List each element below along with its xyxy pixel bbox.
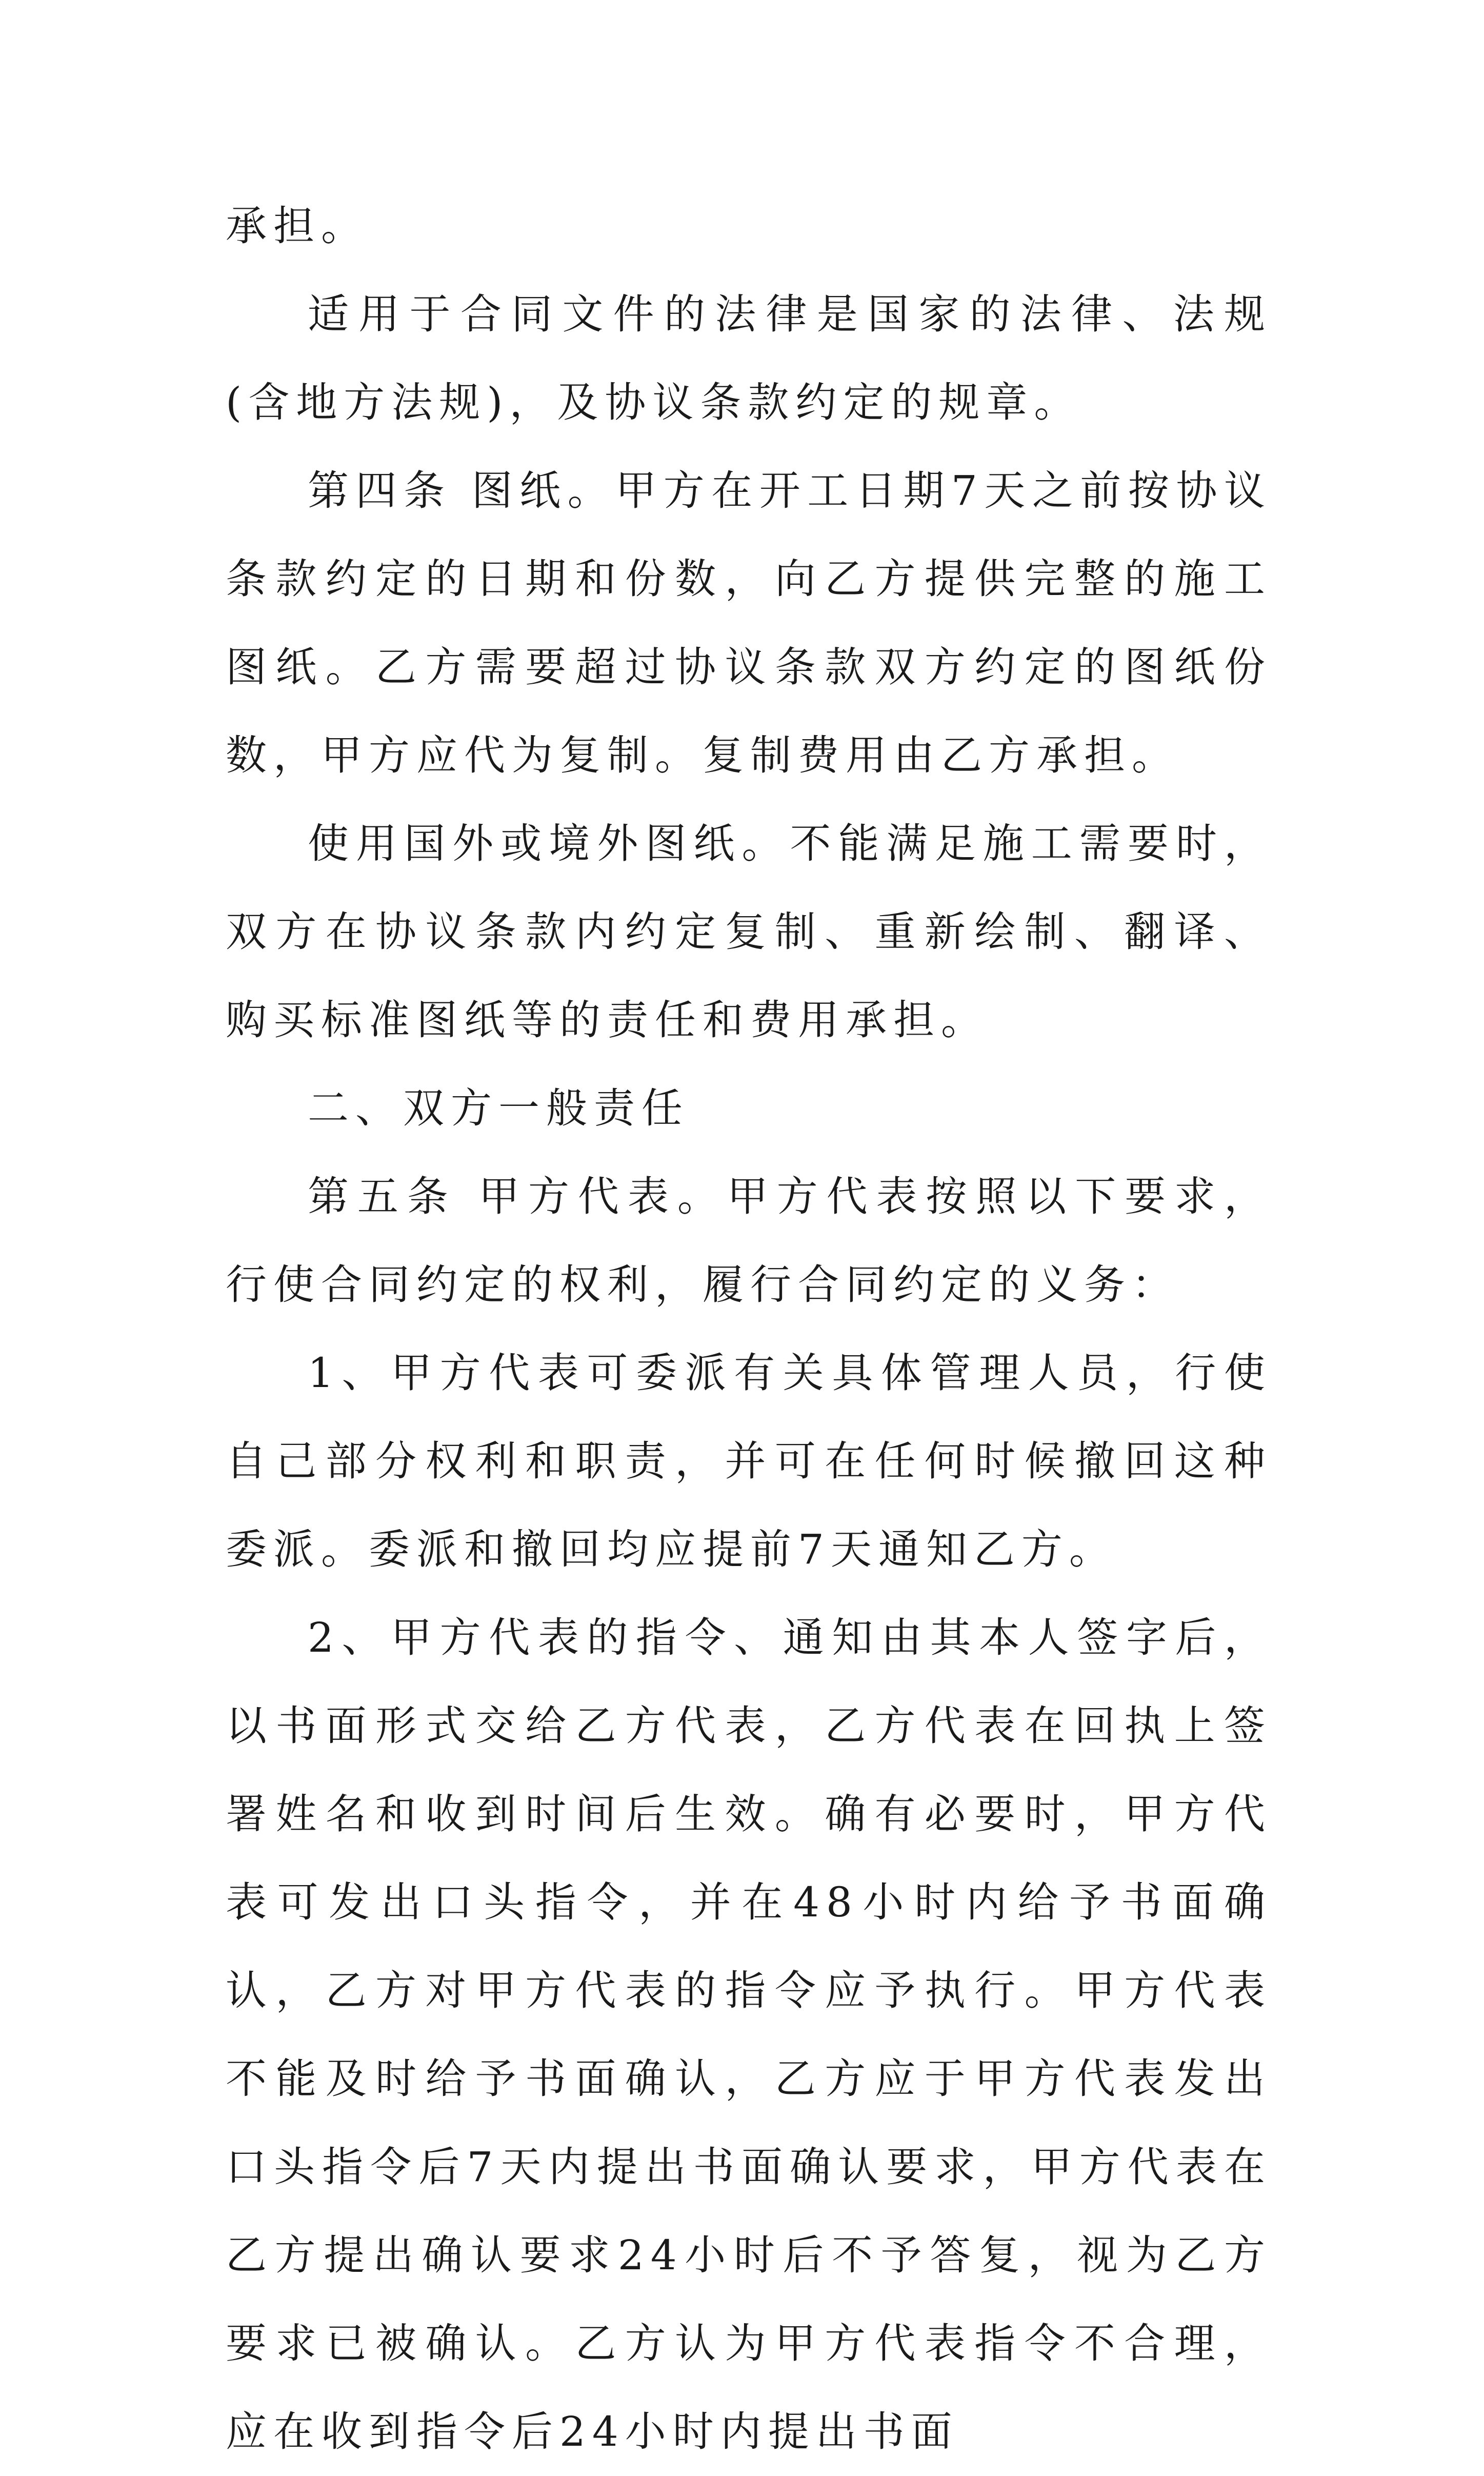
paragraph-item-2: 2、甲方代表的指令、通知由其本人签字后，以书面形式交给乙方代表，乙方代表在回执上签署姓名和收到时间后生效。确有必要时，甲方代表可发出口头指令，并在48小时内给予书面确认，乙方对甲方代表的指令应予执行。甲方代表不能及时给予书面确认，乙方应于甲方代表发出口头指令后7天内提出书面确认要求，甲方代表在乙方提出确认要求24小时后不予答复，视为乙方要求已被确认。乙方认为甲方代表指令不合理，应在收到指令后24小时内提出书面 <box>226 1614 1272 2455</box>
paragraph-continuation: 承担。 <box>226 202 369 250</box>
paragraph-applicable-law: 适用于合同文件的法律是国家的法律、法规(含地方法规)，及协议条款约定的规章。 <box>226 290 1272 426</box>
paragraph-foreign-drawings: 使用国外或境外图纸。不能满足施工需要时，双方在协议条款内约定复制、重新绘制、翻译、购买标准图纸等的责任和费用承担。 <box>226 820 1272 1044</box>
paragraph-article-4-drawings: 第四条 图纸。甲方在开工日期7天之前按协议条款约定的日期和份数，向乙方提供完整的施工图纸。乙方需要超过协议条款双方约定的图纸份数，甲方应代为复制。复制费用由乙方承担。 <box>226 467 1272 779</box>
paragraph-item-1: 1、甲方代表可委派有关具体管理人员，行使自己部分权利和职责，并可在任何时候撤回这种委派。委派和撤回均应提前7天通知乙方。 <box>226 1349 1272 1573</box>
document-body <box>226 182 1272 2476</box>
paragraph-article-5-representative: 第五条 甲方代表。甲方代表按照以下要求，行使合同约定的权利，履行合同约定的义务： <box>226 1173 1272 1309</box>
section-heading-general-responsibilities: 二、双方一般责任 <box>308 1084 689 1132</box>
